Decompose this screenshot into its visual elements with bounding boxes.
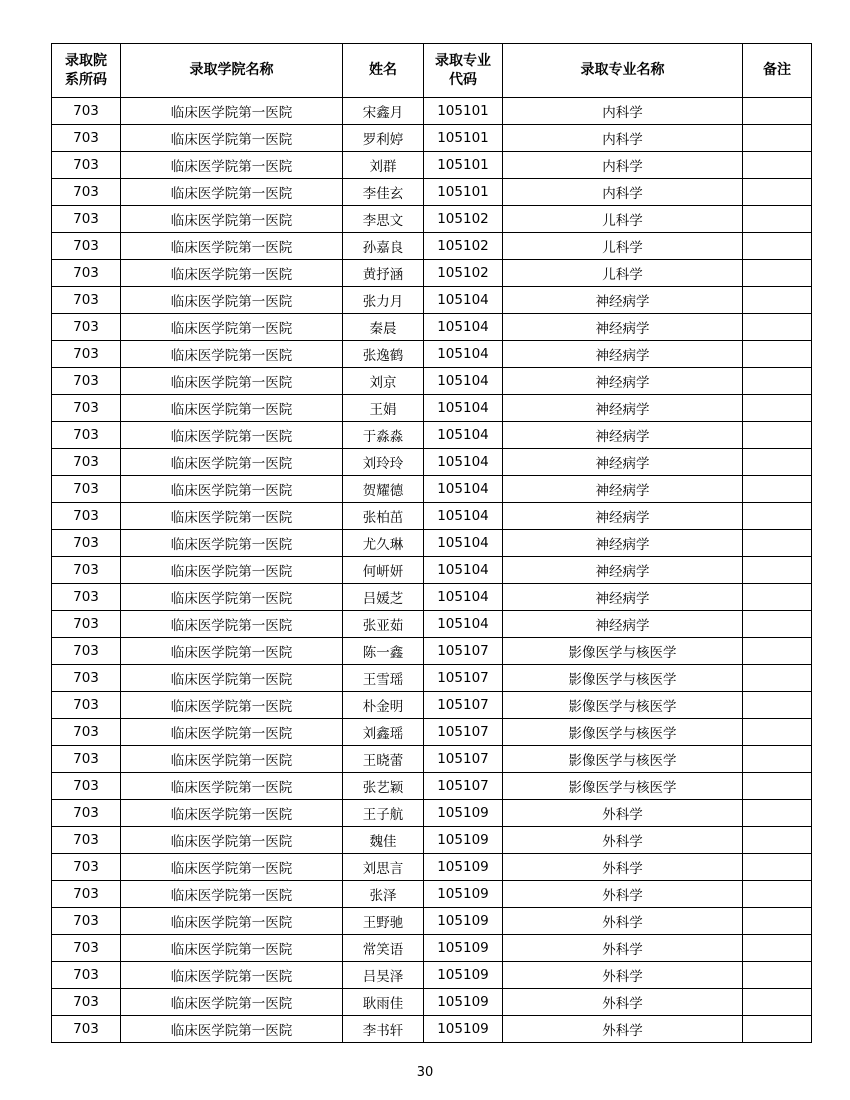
college-code-cell: 703 xyxy=(52,962,121,989)
major-name-cell: 外科学 xyxy=(503,908,743,935)
college-code-cell: 703 xyxy=(52,584,121,611)
student-name-cell: 吕媛芝 xyxy=(343,584,424,611)
major-code-cell: 105107 xyxy=(424,773,503,800)
note-cell xyxy=(743,530,812,557)
college-code-cell: 703 xyxy=(52,233,121,260)
note-cell xyxy=(743,854,812,881)
student-name-cell: 张力月 xyxy=(343,287,424,314)
major-name-cell: 神经病学 xyxy=(503,395,743,422)
college-code-cell: 703 xyxy=(52,719,121,746)
note-cell xyxy=(743,368,812,395)
college-code-cell: 703 xyxy=(52,692,121,719)
note-cell xyxy=(743,962,812,989)
page-number: 30 xyxy=(416,1065,434,1080)
college-name-cell: 临床医学院第一医院 xyxy=(121,827,343,854)
major-name-cell: 神经病学 xyxy=(503,557,743,584)
college-name-cell: 临床医学院第一医院 xyxy=(121,800,343,827)
header-college-code: 录取院 系所码 xyxy=(52,44,121,98)
table-row xyxy=(52,98,812,125)
major-code-cell: 105104 xyxy=(424,341,503,368)
college-code-cell: 703 xyxy=(52,638,121,665)
college-name-cell: 临床医学院第一医院 xyxy=(121,665,343,692)
college-name-cell: 临床医学院第一医院 xyxy=(121,962,343,989)
major-name-cell: 神经病学 xyxy=(503,422,743,449)
student-name-cell: 刘玲玲 xyxy=(343,449,424,476)
major-code-cell: 105107 xyxy=(424,746,503,773)
header-student-name: 姓名 xyxy=(343,44,424,98)
major-code-cell: 105109 xyxy=(424,935,503,962)
table-row xyxy=(52,314,812,341)
note-cell xyxy=(743,206,812,233)
table-row xyxy=(52,854,812,881)
note-cell xyxy=(743,692,812,719)
major-code-cell: 105107 xyxy=(424,665,503,692)
note-cell xyxy=(743,260,812,287)
major-code-cell: 105102 xyxy=(424,206,503,233)
major-name-cell: 外科学 xyxy=(503,827,743,854)
major-code-cell: 105104 xyxy=(424,368,503,395)
college-name-cell: 临床医学院第一医院 xyxy=(121,881,343,908)
admission-table xyxy=(51,43,812,1043)
table-row xyxy=(52,179,812,206)
table-row xyxy=(52,422,812,449)
table-row xyxy=(52,908,812,935)
student-name-cell: 李思文 xyxy=(343,206,424,233)
student-name-cell: 王晓蕾 xyxy=(343,746,424,773)
student-name-cell: 张逸鹤 xyxy=(343,341,424,368)
student-name-cell: 尤久琳 xyxy=(343,530,424,557)
major-name-cell: 外科学 xyxy=(503,962,743,989)
note-cell xyxy=(743,314,812,341)
major-code-cell: 105104 xyxy=(424,503,503,530)
header-major-name: 录取专业名称 xyxy=(503,44,743,98)
major-code-cell: 105104 xyxy=(424,395,503,422)
college-name-cell: 临床医学院第一医院 xyxy=(121,638,343,665)
student-name-cell: 张柏茁 xyxy=(343,503,424,530)
table-row xyxy=(52,287,812,314)
table-row xyxy=(52,1016,812,1043)
table-row xyxy=(52,773,812,800)
college-name-cell: 临床医学院第一医院 xyxy=(121,476,343,503)
college-name-cell: 临床医学院第一医院 xyxy=(121,935,343,962)
table-row xyxy=(52,638,812,665)
note-cell xyxy=(743,125,812,152)
college-code-cell: 703 xyxy=(52,935,121,962)
note-cell xyxy=(743,935,812,962)
note-cell xyxy=(743,881,812,908)
table-row xyxy=(52,989,812,1016)
major-name-cell: 儿科学 xyxy=(503,206,743,233)
major-name-cell: 神经病学 xyxy=(503,476,743,503)
note-cell xyxy=(743,719,812,746)
major-name-cell: 儿科学 xyxy=(503,260,743,287)
major-code-cell: 105102 xyxy=(424,260,503,287)
table-row xyxy=(52,584,812,611)
college-name-cell: 临床医学院第一医院 xyxy=(121,125,343,152)
student-name-cell: 孙嘉良 xyxy=(343,233,424,260)
college-code-cell: 703 xyxy=(52,287,121,314)
major-code-cell: 105109 xyxy=(424,827,503,854)
college-name-cell: 临床医学院第一医院 xyxy=(121,611,343,638)
college-name-cell: 临床医学院第一医院 xyxy=(121,773,343,800)
table-row xyxy=(52,503,812,530)
major-name-cell: 外科学 xyxy=(503,935,743,962)
major-name-cell: 影像医学与核医学 xyxy=(503,692,743,719)
major-code-cell: 105104 xyxy=(424,476,503,503)
note-cell xyxy=(743,827,812,854)
major-name-cell: 内科学 xyxy=(503,125,743,152)
table-row xyxy=(52,206,812,233)
student-name-cell: 王娟 xyxy=(343,395,424,422)
note-cell xyxy=(743,989,812,1016)
major-code-cell: 105104 xyxy=(424,314,503,341)
major-code-cell: 105107 xyxy=(424,719,503,746)
major-name-cell: 影像医学与核医学 xyxy=(503,719,743,746)
major-code-cell: 105104 xyxy=(424,530,503,557)
college-code-cell: 703 xyxy=(52,773,121,800)
major-code-cell: 105101 xyxy=(424,98,503,125)
college-name-cell: 临床医学院第一医院 xyxy=(121,287,343,314)
table-row xyxy=(52,611,812,638)
note-cell xyxy=(743,773,812,800)
college-name-cell: 临床医学院第一医院 xyxy=(121,98,343,125)
student-name-cell: 王子航 xyxy=(343,800,424,827)
note-cell xyxy=(743,584,812,611)
table-row xyxy=(52,476,812,503)
college-code-cell: 703 xyxy=(52,530,121,557)
major-name-cell: 内科学 xyxy=(503,179,743,206)
college-name-cell: 临床医学院第一医院 xyxy=(121,152,343,179)
college-code-cell: 703 xyxy=(52,476,121,503)
college-name-cell: 临床医学院第一医院 xyxy=(121,854,343,881)
table-row xyxy=(52,719,812,746)
table-row xyxy=(52,341,812,368)
student-name-cell: 刘鑫瑶 xyxy=(343,719,424,746)
major-code-cell: 105104 xyxy=(424,422,503,449)
student-name-cell: 刘京 xyxy=(343,368,424,395)
student-name-cell: 于淼淼 xyxy=(343,422,424,449)
table-row xyxy=(52,800,812,827)
table-row xyxy=(52,665,812,692)
college-code-cell: 703 xyxy=(52,503,121,530)
note-cell xyxy=(743,98,812,125)
college-code-cell: 703 xyxy=(52,881,121,908)
college-code-cell: 703 xyxy=(52,206,121,233)
table-row xyxy=(52,152,812,179)
table-row xyxy=(52,395,812,422)
table-row xyxy=(52,692,812,719)
table-row xyxy=(52,233,812,260)
major-code-cell: 105101 xyxy=(424,125,503,152)
major-name-cell: 影像医学与核医学 xyxy=(503,665,743,692)
college-code-cell: 703 xyxy=(52,611,121,638)
college-code-cell: 703 xyxy=(52,179,121,206)
major-name-cell: 内科学 xyxy=(503,152,743,179)
college-name-cell: 临床医学院第一医院 xyxy=(121,395,343,422)
note-cell xyxy=(743,179,812,206)
header-major-code: 录取专业 代码 xyxy=(424,44,503,98)
table-body xyxy=(52,98,812,1043)
college-name-cell: 临床医学院第一医院 xyxy=(121,1016,343,1043)
major-name-cell: 影像医学与核医学 xyxy=(503,773,743,800)
student-name-cell: 张亚茹 xyxy=(343,611,424,638)
header-note: 备注 xyxy=(743,44,812,98)
student-name-cell: 王雪瑶 xyxy=(343,665,424,692)
table-row xyxy=(52,746,812,773)
note-cell xyxy=(743,503,812,530)
table-row xyxy=(52,557,812,584)
major-code-cell: 105107 xyxy=(424,638,503,665)
major-code-cell: 105101 xyxy=(424,179,503,206)
college-code-cell: 703 xyxy=(52,1016,121,1043)
student-name-cell: 贺耀德 xyxy=(343,476,424,503)
note-cell xyxy=(743,908,812,935)
college-name-cell: 临床医学院第一医院 xyxy=(121,719,343,746)
student-name-cell: 李书轩 xyxy=(343,1016,424,1043)
note-cell xyxy=(743,152,812,179)
note-cell xyxy=(743,449,812,476)
note-cell xyxy=(743,476,812,503)
college-name-cell: 临床医学院第一医院 xyxy=(121,692,343,719)
college-code-cell: 703 xyxy=(52,341,121,368)
major-name-cell: 外科学 xyxy=(503,881,743,908)
major-name-cell: 外科学 xyxy=(503,1016,743,1043)
college-name-cell: 临床医学院第一医院 xyxy=(121,368,343,395)
college-name-cell: 临床医学院第一医院 xyxy=(121,908,343,935)
note-cell xyxy=(743,422,812,449)
college-code-cell: 703 xyxy=(52,368,121,395)
major-code-cell: 105109 xyxy=(424,800,503,827)
major-name-cell: 神经病学 xyxy=(503,611,743,638)
college-code-cell: 703 xyxy=(52,260,121,287)
table-row xyxy=(52,125,812,152)
header-college-name: 录取学院名称 xyxy=(121,44,343,98)
student-name-cell: 常笑语 xyxy=(343,935,424,962)
note-cell xyxy=(743,800,812,827)
table-row xyxy=(52,827,812,854)
college-code-cell: 703 xyxy=(52,854,121,881)
college-name-cell: 临床医学院第一医院 xyxy=(121,341,343,368)
college-name-cell: 临床医学院第一医院 xyxy=(121,206,343,233)
college-name-cell: 临床医学院第一医院 xyxy=(121,584,343,611)
college-code-cell: 703 xyxy=(52,557,121,584)
college-code-cell: 703 xyxy=(52,152,121,179)
major-name-cell: 外科学 xyxy=(503,989,743,1016)
note-cell xyxy=(743,1016,812,1043)
college-code-cell: 703 xyxy=(52,908,121,935)
student-name-cell: 秦晨 xyxy=(343,314,424,341)
college-name-cell: 临床医学院第一医院 xyxy=(121,503,343,530)
major-name-cell: 儿科学 xyxy=(503,233,743,260)
note-cell xyxy=(743,287,812,314)
table-row xyxy=(52,449,812,476)
major-name-cell: 影像医学与核医学 xyxy=(503,638,743,665)
student-name-cell: 魏佳 xyxy=(343,827,424,854)
note-cell xyxy=(743,557,812,584)
student-name-cell: 陈一鑫 xyxy=(343,638,424,665)
major-name-cell: 内科学 xyxy=(503,98,743,125)
college-code-cell: 703 xyxy=(52,665,121,692)
college-name-cell: 临床医学院第一医院 xyxy=(121,449,343,476)
major-code-cell: 105109 xyxy=(424,908,503,935)
table-row xyxy=(52,935,812,962)
major-name-cell: 神经病学 xyxy=(503,503,743,530)
note-cell xyxy=(743,638,812,665)
college-code-cell: 703 xyxy=(52,395,121,422)
table-row xyxy=(52,368,812,395)
major-code-cell: 105102 xyxy=(424,233,503,260)
college-name-cell: 临床医学院第一医院 xyxy=(121,314,343,341)
student-name-cell: 张艺颖 xyxy=(343,773,424,800)
major-code-cell: 105109 xyxy=(424,881,503,908)
college-code-cell: 703 xyxy=(52,314,121,341)
college-name-cell: 临床医学院第一医院 xyxy=(121,746,343,773)
student-name-cell: 罗利婷 xyxy=(343,125,424,152)
major-name-cell: 外科学 xyxy=(503,854,743,881)
major-name-cell: 外科学 xyxy=(503,800,743,827)
college-code-cell: 703 xyxy=(52,449,121,476)
major-code-cell: 105101 xyxy=(424,152,503,179)
college-name-cell: 临床医学院第一医院 xyxy=(121,557,343,584)
table-row xyxy=(52,260,812,287)
note-cell xyxy=(743,233,812,260)
major-code-cell: 105104 xyxy=(424,611,503,638)
college-code-cell: 703 xyxy=(52,989,121,1016)
major-name-cell: 神经病学 xyxy=(503,341,743,368)
student-name-cell: 王野驰 xyxy=(343,908,424,935)
college-name-cell: 临床医学院第一医院 xyxy=(121,989,343,1016)
student-name-cell: 宋鑫月 xyxy=(343,98,424,125)
major-name-cell: 神经病学 xyxy=(503,314,743,341)
major-code-cell: 105109 xyxy=(424,962,503,989)
header-row xyxy=(52,44,812,98)
college-code-cell: 703 xyxy=(52,827,121,854)
college-code-cell: 703 xyxy=(52,800,121,827)
major-code-cell: 105104 xyxy=(424,557,503,584)
college-name-cell: 临床医学院第一医院 xyxy=(121,260,343,287)
note-cell xyxy=(743,746,812,773)
college-code-cell: 703 xyxy=(52,98,121,125)
major-code-cell: 105109 xyxy=(424,1016,503,1043)
major-name-cell: 神经病学 xyxy=(503,368,743,395)
college-name-cell: 临床医学院第一医院 xyxy=(121,530,343,557)
major-name-cell: 神经病学 xyxy=(503,287,743,314)
major-code-cell: 105104 xyxy=(424,584,503,611)
student-name-cell: 何岍妍 xyxy=(343,557,424,584)
major-code-cell: 105109 xyxy=(424,989,503,1016)
student-name-cell: 黄抒涵 xyxy=(343,260,424,287)
major-name-cell: 神经病学 xyxy=(503,584,743,611)
college-code-cell: 703 xyxy=(52,746,121,773)
student-name-cell: 刘思言 xyxy=(343,854,424,881)
table-row xyxy=(52,530,812,557)
note-cell xyxy=(743,341,812,368)
note-cell xyxy=(743,611,812,638)
student-name-cell: 李佳玄 xyxy=(343,179,424,206)
major-code-cell: 105107 xyxy=(424,692,503,719)
major-name-cell: 神经病学 xyxy=(503,449,743,476)
table-row xyxy=(52,881,812,908)
student-name-cell: 刘群 xyxy=(343,152,424,179)
student-name-cell: 朴金明 xyxy=(343,692,424,719)
college-name-cell: 临床医学院第一医院 xyxy=(121,233,343,260)
table-row xyxy=(52,962,812,989)
college-code-cell: 703 xyxy=(52,422,121,449)
college-name-cell: 临床医学院第一医院 xyxy=(121,422,343,449)
student-name-cell: 耿雨佳 xyxy=(343,989,424,1016)
major-name-cell: 影像医学与核医学 xyxy=(503,746,743,773)
student-name-cell: 吕昊泽 xyxy=(343,962,424,989)
note-cell xyxy=(743,665,812,692)
major-code-cell: 105109 xyxy=(424,854,503,881)
college-code-cell: 703 xyxy=(52,125,121,152)
college-name-cell: 临床医学院第一医院 xyxy=(121,179,343,206)
major-code-cell: 105104 xyxy=(424,287,503,314)
note-cell xyxy=(743,395,812,422)
major-code-cell: 105104 xyxy=(424,449,503,476)
major-name-cell: 神经病学 xyxy=(503,530,743,557)
student-name-cell: 张泽 xyxy=(343,881,424,908)
